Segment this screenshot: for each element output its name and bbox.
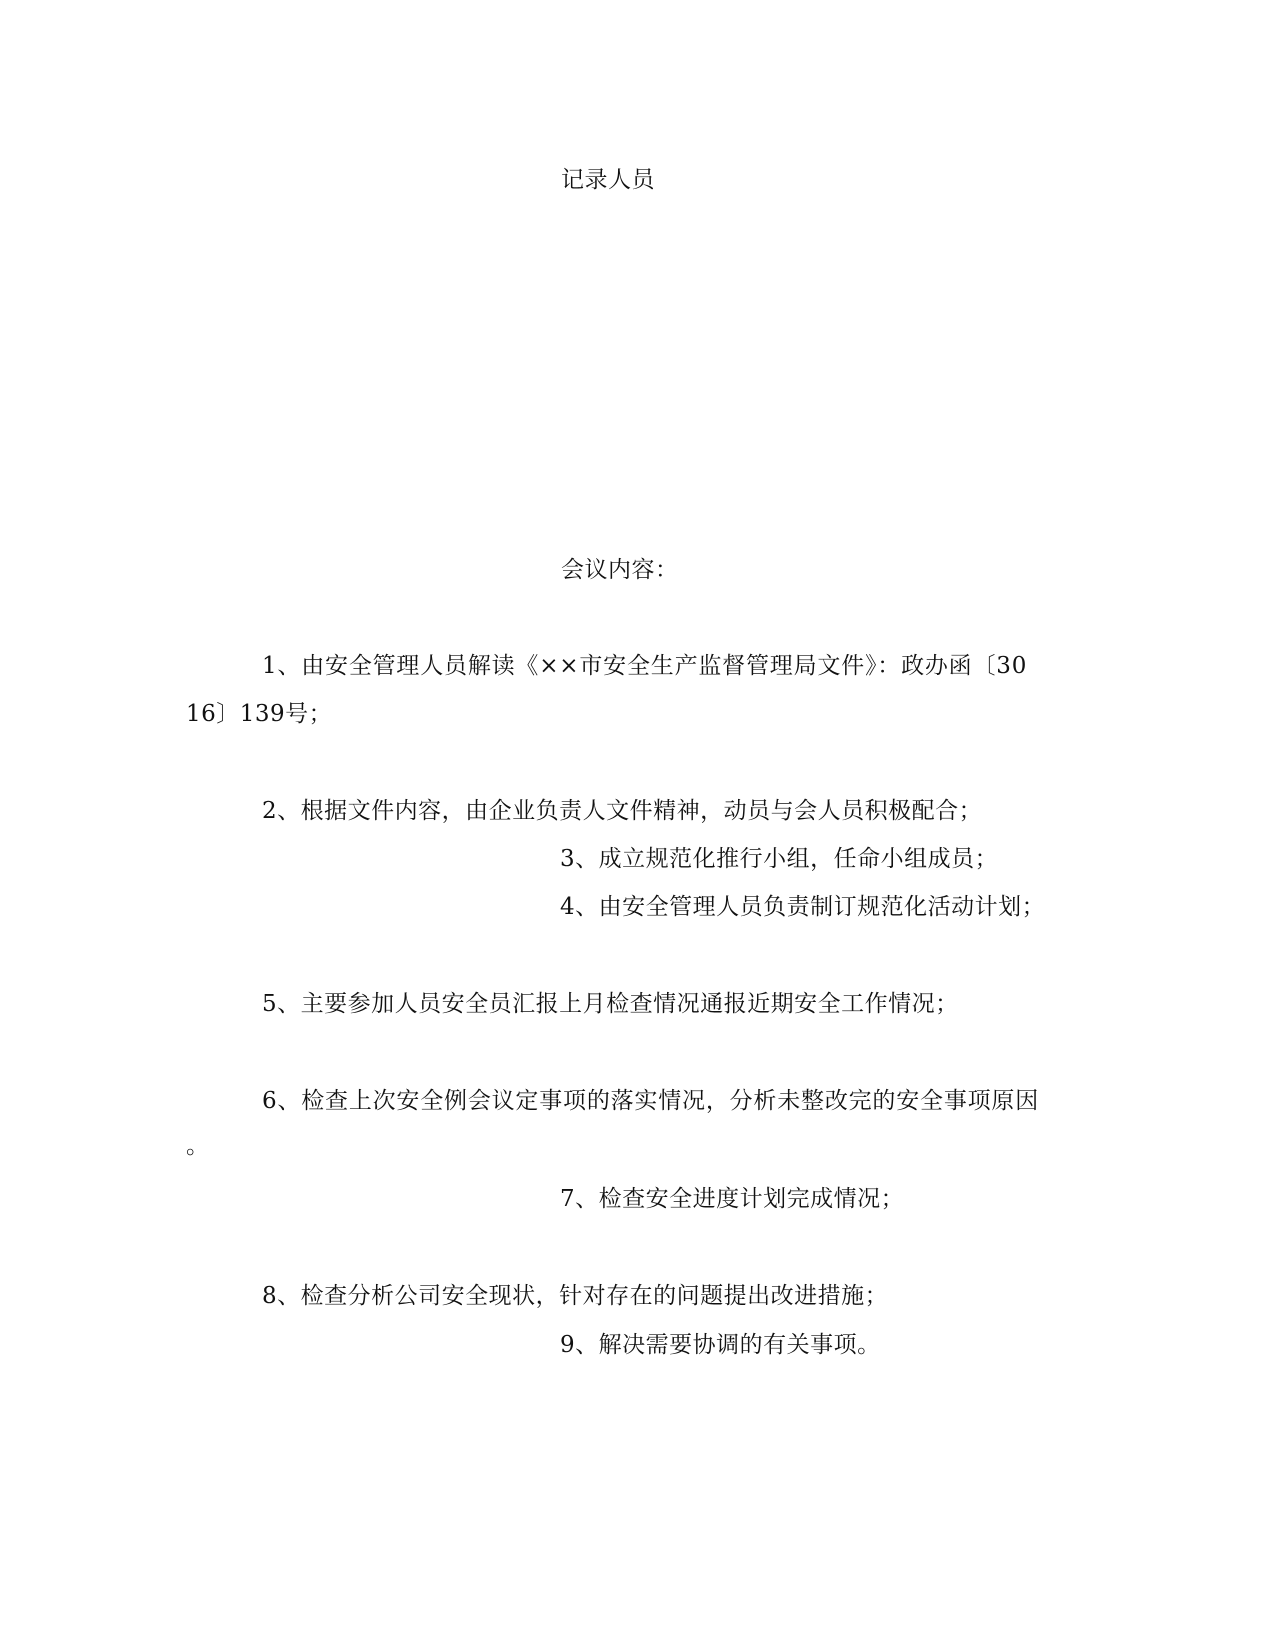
agenda-item-9: 9、解决需要协调的有关事项。: [560, 1332, 881, 1358]
agenda-item-2: 2、根据文件内容，由企业负责人文件精神，动员与会人员积极配合；: [262, 798, 983, 824]
agenda-item-7: 7、检查安全进度计划完成情况；: [560, 1186, 905, 1212]
agenda-item-6-line-1: 6、检查上次安全例会议定事项的落实情况，分析未整改完的安全事项原因: [262, 1088, 1040, 1114]
agenda-item-5: 5、主要参加人员安全员汇报上月检查情况通报近期安全工作情况；: [262, 991, 959, 1017]
agenda-item-1-line-2: 16〕139号；: [186, 701, 333, 727]
recorder-label: 记录人员: [561, 167, 655, 193]
section-title: 会议内容：: [561, 557, 679, 583]
agenda-item-8: 8、检查分析公司安全现状，针对存在的问题提出改进措施；: [262, 1283, 889, 1309]
agenda-item-1-line-1: 1、由安全管理人员解读《××市安全生产监督管理局文件》：政办函〔30: [262, 653, 1028, 679]
agenda-item-4: 4、由安全管理人员负责制订规范化活动计划；: [560, 894, 1046, 920]
agenda-item-6-line-2: 。: [186, 1133, 210, 1159]
agenda-item-3: 3、成立规范化推行小组，任命小组成员；: [560, 846, 999, 872]
